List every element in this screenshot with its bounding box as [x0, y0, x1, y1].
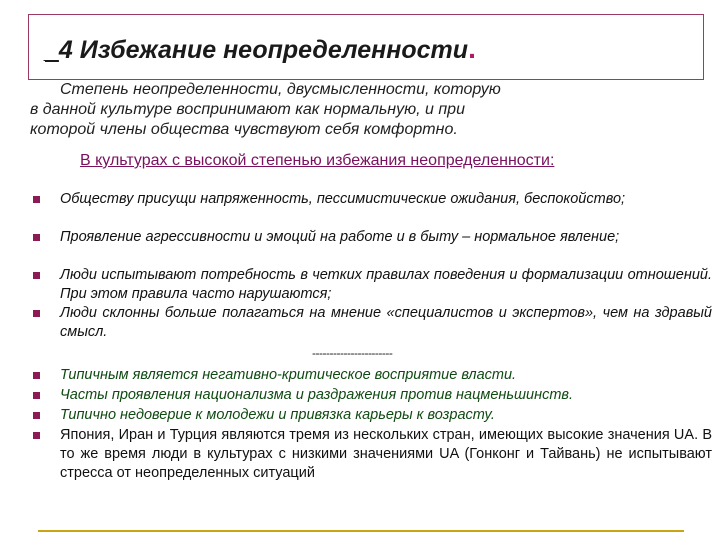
list-item — [30, 406, 712, 425]
section-subheading: В культурах с высокой степенью избежания неопределенности: — [80, 152, 555, 169]
square-bullet-icon — [33, 432, 40, 439]
definition-line-2: в данной культуре воспринимают как нормальную, и при — [30, 101, 465, 118]
list-item — [30, 304, 712, 342]
list-item-text: Типично недоверие к молодежи и привязка карьеры к возрасту. — [60, 407, 495, 423]
list-item-text: Люди испытывают потребность в четких правилах поведения и формализации отношений. При этом правила часто нарушаются; — [60, 267, 712, 302]
list-item — [30, 426, 712, 483]
square-bullet-icon — [33, 310, 40, 317]
list-item-text: Япония, Иран и Турция являются тремя из нескольких стран, имеющих высокие значения UA. В то же время люди в культурах с низкими значениями UA (Гонконг и Тайвань) не испытывают стресса от неопределенных ситуаций — [60, 427, 712, 481]
list-item — [30, 190, 712, 209]
title-number: 4 — [58, 36, 73, 64]
title-box — [28, 14, 704, 80]
square-bullet-icon — [33, 196, 40, 203]
list-item-text: Проявление агрессивности и эмоций на работе и в быту – нормальное явление; — [60, 229, 620, 245]
list-item — [30, 228, 712, 247]
definition-paragraph — [30, 80, 610, 140]
bottom-rule — [38, 530, 684, 532]
list-item — [30, 366, 712, 385]
definition-line-3: которой члены общества чувствуют себя комфортно. — [30, 121, 458, 138]
page-title: _4 Избежание неопределенности. — [45, 33, 476, 64]
square-bullet-icon — [33, 392, 40, 399]
list-item-text: Типичным является негативно-критическое восприятие власти. — [60, 367, 517, 383]
square-bullet-icon — [33, 272, 40, 279]
list-item-text: Люди склонны больше полагаться на мнение «специалистов и экспертов», чем на здравый смысл. — [60, 305, 712, 340]
list-item — [30, 386, 712, 405]
title-dot: . — [468, 33, 476, 64]
definition-line-1: Степень неопределенности, двусмысленности, которую — [60, 81, 501, 98]
list-item-text: Обществу присущи напряженность, пессимистические ожидания, беспокойство; — [60, 191, 626, 207]
square-bullet-icon — [33, 372, 40, 379]
square-bullet-icon — [33, 412, 40, 419]
separator-dashes: ----------------------- — [312, 346, 393, 360]
title-text: Избежание неопределенности — [79, 36, 469, 64]
list-item — [30, 266, 712, 304]
square-bullet-icon — [33, 234, 40, 241]
list-item-text: Часты проявления национализма и раздражения против нацменьшинств. — [60, 387, 574, 403]
